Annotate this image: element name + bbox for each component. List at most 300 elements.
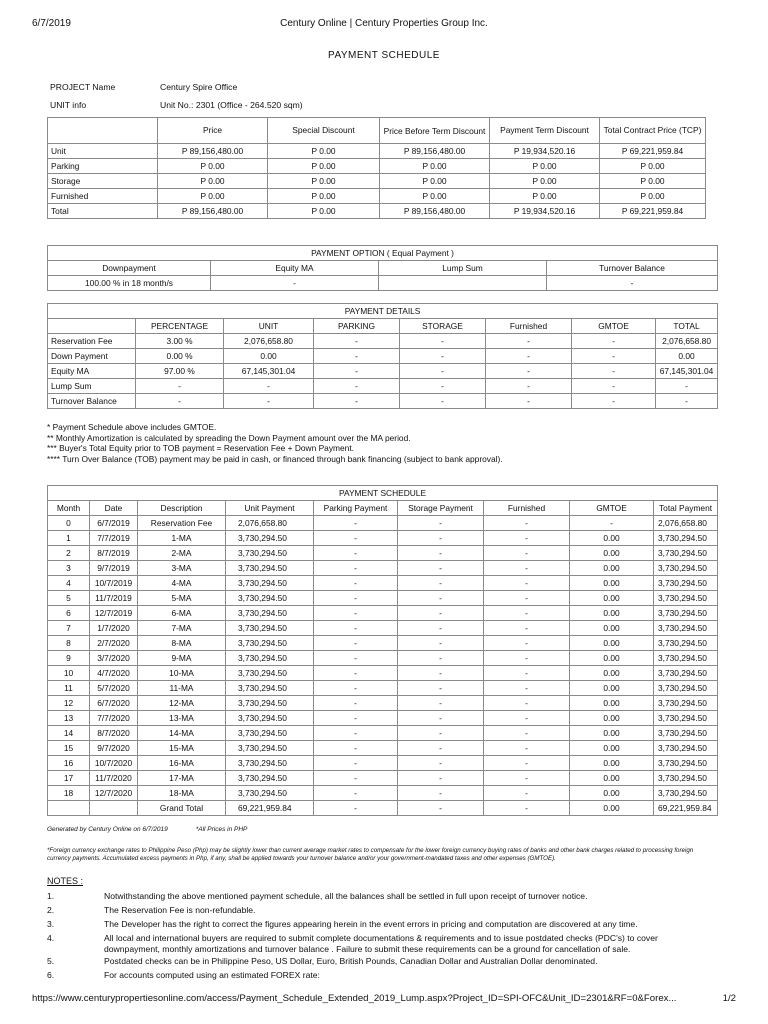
note-text: Postdated checks can be in Philippine Peso, US Dollar, Euro, British Pounds, Canadian Dollar and Australian Dollar denominated. xyxy=(104,956,598,966)
price-cell: P 0.00 xyxy=(268,159,380,174)
schedule-header: Month xyxy=(48,501,90,516)
price-row-furnished xyxy=(48,189,706,204)
schedule-cell: 0.00 xyxy=(570,561,654,576)
table-row xyxy=(48,651,718,666)
schedule-cell: - xyxy=(314,516,398,531)
schedule-cell: - xyxy=(484,681,570,696)
price-header-tcp: Total Contract Price (TCP) xyxy=(600,118,706,144)
schedule-header: Description xyxy=(138,501,226,516)
details-row xyxy=(48,394,718,409)
details-cell: - xyxy=(400,379,486,394)
schedule-cell: - xyxy=(398,546,484,561)
price-header-special-discount: Special Discount xyxy=(268,118,380,144)
table-row xyxy=(48,561,718,576)
schedule-cell: - xyxy=(398,681,484,696)
table-row xyxy=(48,711,718,726)
schedule-cell: 9/7/2019 xyxy=(90,561,138,576)
details-header: Furnished xyxy=(486,319,572,334)
option-value-downpayment: 100.00 % in 18 month/s xyxy=(48,276,211,291)
schedule-cell: - xyxy=(484,546,570,561)
schedule-cell: 3,730,294.50 xyxy=(226,621,314,636)
price-header-before-term: Price Before Term Discount xyxy=(380,118,490,144)
schedule-cell: 17 xyxy=(48,771,90,786)
schedule-header: GMTOE xyxy=(570,501,654,516)
details-header: PERCENTAGE xyxy=(136,319,224,334)
table-row xyxy=(48,546,718,561)
schedule-cell: 3,730,294.50 xyxy=(654,666,718,681)
schedule-cell: 2,076,658.80 xyxy=(654,516,718,531)
print-date: 6/7/2019 xyxy=(32,18,71,29)
schedule-header: Total Payment xyxy=(654,501,718,516)
details-cell: Lump Sum xyxy=(48,379,136,394)
schedule-cell: 1/7/2020 xyxy=(90,621,138,636)
schedule-cell: - xyxy=(484,651,570,666)
schedule-cell: 3,730,294.50 xyxy=(654,756,718,771)
details-cell: - xyxy=(224,394,314,409)
schedule-cell: 3,730,294.50 xyxy=(654,771,718,786)
price-cell: P 0.00 xyxy=(600,159,706,174)
schedule-cell: - xyxy=(314,621,398,636)
table-row xyxy=(48,756,718,771)
schedule-cell: 16-MA xyxy=(138,756,226,771)
details-header: UNIT xyxy=(224,319,314,334)
schedule-cell: 3,730,294.50 xyxy=(654,576,718,591)
price-cell: P 0.00 xyxy=(268,174,380,189)
note-number: 1. xyxy=(47,891,55,901)
schedule-cell: 3,730,294.50 xyxy=(654,651,718,666)
schedule-cell: - xyxy=(398,606,484,621)
details-cell: - xyxy=(486,379,572,394)
price-cell: P 69,221,959.84 xyxy=(600,204,706,219)
schedule-cell: - xyxy=(314,591,398,606)
generated-by: Generated by Century Online on 6/7/2019 xyxy=(47,826,168,833)
schedule-cell: - xyxy=(484,771,570,786)
option-header-downpayment: Downpayment xyxy=(48,261,211,276)
note-text: The Developer has the right to correct the figures appearing herein in the event errors in pricing and computation are discovered at any time. xyxy=(104,919,638,929)
price-cell: Parking xyxy=(48,159,158,174)
schedule-cell: 12/7/2019 xyxy=(90,606,138,621)
schedule-cell: 3,730,294.50 xyxy=(226,786,314,801)
schedule-cell: 1 xyxy=(48,531,90,546)
all-prices-note: *All Prices in PHP xyxy=(195,826,248,833)
schedule-cell: 3,730,294.50 xyxy=(654,531,718,546)
schedule-cell: 3,730,294.50 xyxy=(226,546,314,561)
schedule-cell: 3,730,294.50 xyxy=(654,621,718,636)
details-cell: Reservation Fee xyxy=(48,334,136,349)
price-cell: Total xyxy=(48,204,158,219)
schedule-cell: - xyxy=(484,591,570,606)
price-cell: Furnished xyxy=(48,189,158,204)
table-row xyxy=(48,636,718,651)
schedule-cell: 3,730,294.50 xyxy=(654,711,718,726)
details-cell: 97.00 % xyxy=(136,364,224,379)
table-row xyxy=(48,606,718,621)
note-number: 4. xyxy=(47,933,55,943)
table-row xyxy=(48,666,718,681)
schedule-cell: - xyxy=(398,516,484,531)
table-row xyxy=(48,516,718,531)
price-header-blank xyxy=(48,118,158,144)
schedule-cell: 8 xyxy=(48,636,90,651)
schedule-cell: - xyxy=(314,651,398,666)
schedule-cell: 7/7/2020 xyxy=(90,711,138,726)
price-cell: Unit xyxy=(48,144,158,159)
schedule-cell: - xyxy=(314,576,398,591)
price-cell: P 89,156,480.00 xyxy=(158,204,268,219)
schedule-cell: - xyxy=(484,561,570,576)
footnote: * Payment Schedule above includes GMTOE. xyxy=(47,422,217,432)
price-cell: P 0.00 xyxy=(380,159,490,174)
schedule-cell: Reservation Fee xyxy=(138,516,226,531)
schedule-cell: 0.00 xyxy=(570,666,654,681)
schedule-title: PAYMENT SCHEDULE xyxy=(48,486,718,501)
price-cell: P 0.00 xyxy=(158,174,268,189)
schedule-cell: - xyxy=(484,516,570,531)
option-header-turnover: Turnover Balance xyxy=(547,261,718,276)
table-row xyxy=(48,771,718,786)
price-cell: P 0.00 xyxy=(268,189,380,204)
price-cell: P 0.00 xyxy=(268,144,380,159)
schedule-cell: 3/7/2020 xyxy=(90,651,138,666)
details-cell: - xyxy=(486,349,572,364)
schedule-cell: - xyxy=(314,666,398,681)
schedule-cell: - xyxy=(314,546,398,561)
details-row xyxy=(48,364,718,379)
schedule-cell: - xyxy=(314,681,398,696)
unit-info-row xyxy=(50,100,303,110)
schedule-cell: - xyxy=(398,741,484,756)
schedule-cell: - xyxy=(398,801,484,816)
schedule-cell: - xyxy=(570,516,654,531)
schedule-cell: - xyxy=(398,756,484,771)
table-row xyxy=(48,726,718,741)
schedule-cell: 11/7/2019 xyxy=(90,591,138,606)
schedule-cell: 3,730,294.50 xyxy=(654,591,718,606)
schedule-cell: 11 xyxy=(48,681,90,696)
schedule-cell: 3,730,294.50 xyxy=(226,726,314,741)
price-row-unit xyxy=(48,144,706,159)
schedule-cell: 7 xyxy=(48,621,90,636)
schedule-cell: 9 xyxy=(48,651,90,666)
schedule-cell: 18 xyxy=(48,786,90,801)
schedule-header: Unit Payment xyxy=(226,501,314,516)
schedule-cell: 0.00 xyxy=(570,696,654,711)
schedule-cell: 0.00 xyxy=(570,756,654,771)
details-row xyxy=(48,379,718,394)
schedule-cell: 0 xyxy=(48,516,90,531)
schedule-cell: 0.00 xyxy=(570,681,654,696)
schedule-cell: - xyxy=(398,531,484,546)
note-text: The Reservation Fee is non-refundable. xyxy=(104,905,256,915)
price-cell: P 0.00 xyxy=(380,189,490,204)
details-cell: - xyxy=(136,394,224,409)
schedule-cell: 9-MA xyxy=(138,651,226,666)
schedule-cell: - xyxy=(484,726,570,741)
schedule-cell: 3 xyxy=(48,561,90,576)
details-header: STORAGE xyxy=(400,319,486,334)
price-cell: P 19,934,520.16 xyxy=(490,144,600,159)
table-row xyxy=(48,591,718,606)
option-header-lump-sum: Lump Sum xyxy=(379,261,547,276)
schedule-cell: - xyxy=(484,756,570,771)
schedule-cell: 69,221,959.84 xyxy=(654,801,718,816)
schedule-cell: Grand Total xyxy=(138,801,226,816)
schedule-cell: 3,730,294.50 xyxy=(654,546,718,561)
schedule-cell: 14-MA xyxy=(138,726,226,741)
details-cell: 67,145,301.04 xyxy=(224,364,314,379)
details-cell: Turnover Balance xyxy=(48,394,136,409)
project-label: PROJECT Name xyxy=(50,82,116,92)
details-cell: - xyxy=(400,394,486,409)
schedule-cell: 3,730,294.50 xyxy=(226,711,314,726)
schedule-cell: 0.00 xyxy=(570,621,654,636)
footer-url: https://www.centurypropertiesonline.com/access/Payment_Schedule_Extended_2019_Lump.aspx?Project_ID=SPI-OFC&Unit_ID=2301&RF=0&Forex... xyxy=(32,993,677,1004)
details-cell: - xyxy=(400,364,486,379)
schedule-cell: - xyxy=(484,621,570,636)
schedule-cell: - xyxy=(484,576,570,591)
details-row xyxy=(48,334,718,349)
schedule-cell: 5 xyxy=(48,591,90,606)
schedule-cell: 10/7/2019 xyxy=(90,576,138,591)
table-row xyxy=(48,801,718,816)
note-text: For accounts computed using an estimated FOREX rate: xyxy=(104,970,320,980)
details-header: GMTOE xyxy=(572,319,656,334)
footnote: **** Turn Over Balance (TOB) payment may be paid in cash, or financed through bank financing (subject to bank approval). xyxy=(47,453,503,464)
table-row xyxy=(48,576,718,591)
schedule-cell: - xyxy=(398,666,484,681)
payment-option-table xyxy=(47,245,718,291)
payment-option-title: PAYMENT OPTION ( Equal Payment ) xyxy=(48,246,718,261)
payment-details-table xyxy=(47,303,718,409)
table-row xyxy=(48,681,718,696)
schedule-cell: 2/7/2020 xyxy=(90,636,138,651)
schedule-cell: 13-MA xyxy=(138,711,226,726)
table-row xyxy=(48,696,718,711)
schedule-cell: 0.00 xyxy=(570,741,654,756)
schedule-cell: 3,730,294.50 xyxy=(226,681,314,696)
schedule-cell: - xyxy=(314,606,398,621)
schedule-cell: 0.00 xyxy=(570,591,654,606)
schedule-cell: 3-MA xyxy=(138,561,226,576)
price-cell: P 0.00 xyxy=(490,174,600,189)
schedule-cell: - xyxy=(314,771,398,786)
details-cell: - xyxy=(400,334,486,349)
schedule-header: Furnished xyxy=(484,501,570,516)
schedule-cell: 0.00 xyxy=(570,636,654,651)
schedule-cell: - xyxy=(398,576,484,591)
details-cell: 67,145,301.04 xyxy=(656,364,718,379)
schedule-cell: 7/7/2019 xyxy=(90,531,138,546)
schedule-cell: 69,221,959.84 xyxy=(226,801,314,816)
option-value-lump-sum xyxy=(379,276,547,291)
table-row xyxy=(48,741,718,756)
schedule-header: Parking Payment xyxy=(314,501,398,516)
price-cell: P 0.00 xyxy=(490,159,600,174)
schedule-cell: - xyxy=(484,711,570,726)
schedule-cell xyxy=(90,801,138,816)
forex-note: *Foreign currency exchange rates to Philippine Peso (Php) may be slightly lower than current average market rates to compensate for the lower foreign currency buying rates of banks and other bank charges related to processing foreign currency payments. Accumulated excess payments in Php, if any, shall be applied towards your turnover balance and/or your government-mandated taxes and other expenses (GMTOE). xyxy=(47,847,694,862)
details-cell: - xyxy=(656,379,718,394)
schedule-cell: 0.00 xyxy=(570,786,654,801)
schedule-cell: 3,730,294.50 xyxy=(654,606,718,621)
schedule-cell: 12 xyxy=(48,696,90,711)
details-cell: - xyxy=(486,364,572,379)
schedule-cell: 4/7/2020 xyxy=(90,666,138,681)
schedule-cell: - xyxy=(314,636,398,651)
schedule-cell: - xyxy=(398,786,484,801)
details-cell: - xyxy=(572,364,656,379)
schedule-cell: - xyxy=(398,711,484,726)
details-cell: 0.00 % xyxy=(136,349,224,364)
schedule-cell: - xyxy=(314,711,398,726)
schedule-cell: 3,730,294.50 xyxy=(226,696,314,711)
schedule-cell: 0.00 xyxy=(570,606,654,621)
schedule-cell: 0.00 xyxy=(570,546,654,561)
details-cell: - xyxy=(314,364,400,379)
price-cell: P 0.00 xyxy=(268,204,380,219)
schedule-cell: 3,730,294.50 xyxy=(654,786,718,801)
price-cell: P 0.00 xyxy=(380,174,490,189)
schedule-cell: 6/7/2020 xyxy=(90,696,138,711)
details-cell: Equity MA xyxy=(48,364,136,379)
price-cell: P 0.00 xyxy=(158,159,268,174)
details-cell: - xyxy=(656,394,718,409)
schedule-cell: 3,730,294.50 xyxy=(226,756,314,771)
schedule-cell: - xyxy=(398,651,484,666)
schedule-cell: 3,730,294.50 xyxy=(226,576,314,591)
schedule-cell: 9/7/2020 xyxy=(90,741,138,756)
schedule-cell: - xyxy=(484,636,570,651)
schedule-cell: 3,730,294.50 xyxy=(654,561,718,576)
schedule-cell: - xyxy=(484,786,570,801)
schedule-cell: 3,730,294.50 xyxy=(226,606,314,621)
schedule-cell: - xyxy=(484,531,570,546)
details-cell: - xyxy=(572,394,656,409)
footnote: ** Monthly Amortization is calculated by spreading the Down Payment amount over the MA period. xyxy=(47,432,411,443)
price-cell: P 19,934,520.16 xyxy=(490,204,600,219)
unit-info-value: Unit No.: 2301 (Office - 264.520 sqm) xyxy=(160,100,303,110)
schedule-cell: 0.00 xyxy=(570,711,654,726)
details-cell: - xyxy=(314,349,400,364)
project-row xyxy=(50,82,237,92)
schedule-cell: - xyxy=(398,621,484,636)
schedule-cell: 0.00 xyxy=(570,531,654,546)
schedule-cell: 17-MA xyxy=(138,771,226,786)
schedule-cell: - xyxy=(398,561,484,576)
schedule-cell: 3,730,294.50 xyxy=(226,636,314,651)
note-text: All local and international buyers are required to submit complete documentations & requirements and to issue postdated checks (PDC's) to cover downpayment, monthly amortizations and turnover balance . Failure to submit these requirements can be a ground for cancellation of sale. xyxy=(104,933,658,954)
schedule-cell: 8/7/2019 xyxy=(90,546,138,561)
details-row xyxy=(48,349,718,364)
price-cell: P 89,156,480.00 xyxy=(380,144,490,159)
details-cell: - xyxy=(314,394,400,409)
schedule-cell: 8/7/2020 xyxy=(90,726,138,741)
details-header: PARKING xyxy=(314,319,400,334)
schedule-cell: 0.00 xyxy=(570,801,654,816)
schedule-cell: - xyxy=(398,591,484,606)
schedule-cell: - xyxy=(314,696,398,711)
schedule-cell: 16 xyxy=(48,756,90,771)
notes-heading: NOTES : xyxy=(47,876,84,886)
document-title: PAYMENT SCHEDULE xyxy=(328,50,440,61)
schedule-header: Storage Payment xyxy=(398,501,484,516)
schedule-cell: 14 xyxy=(48,726,90,741)
schedule-cell: - xyxy=(314,561,398,576)
payment-details-title: PAYMENT DETAILS xyxy=(48,304,718,319)
details-cell: 3.00 % xyxy=(136,334,224,349)
schedule-cell: 18-MA xyxy=(138,786,226,801)
details-cell: - xyxy=(224,379,314,394)
schedule-cell: - xyxy=(484,696,570,711)
schedule-cell: - xyxy=(484,801,570,816)
price-row-parking xyxy=(48,159,706,174)
schedule-cell: 4 xyxy=(48,576,90,591)
schedule-cell: - xyxy=(484,741,570,756)
details-cell: Down Payment xyxy=(48,349,136,364)
schedule-cell: 3,730,294.50 xyxy=(226,741,314,756)
option-value-equity-ma: - xyxy=(211,276,379,291)
price-cell: P 89,156,480.00 xyxy=(380,204,490,219)
schedule-cell: 10-MA xyxy=(138,666,226,681)
table-row xyxy=(48,621,718,636)
price-cell: P 89,156,480.00 xyxy=(158,144,268,159)
schedule-cell: 3,730,294.50 xyxy=(226,666,314,681)
schedule-cell: 2 xyxy=(48,546,90,561)
price-table xyxy=(47,117,706,219)
note-text: Notwithstanding the above mentioned payment schedule, all the balances shall be settled in full upon receipt of turnover notice. xyxy=(104,891,588,901)
schedule-cell: - xyxy=(398,696,484,711)
details-header xyxy=(48,319,136,334)
schedule-cell: 3,730,294.50 xyxy=(654,726,718,741)
schedule-cell: 1-MA xyxy=(138,531,226,546)
schedule-cell: - xyxy=(484,666,570,681)
option-value-turnover: - xyxy=(547,276,718,291)
price-cell: Storage xyxy=(48,174,158,189)
schedule-cell: 8-MA xyxy=(138,636,226,651)
unit-info-label: UNIT info xyxy=(50,100,87,110)
schedule-cell: - xyxy=(314,741,398,756)
table-row xyxy=(48,531,718,546)
schedule-cell: 3,730,294.50 xyxy=(654,636,718,651)
schedule-cell: - xyxy=(398,726,484,741)
schedule-cell: 0.00 xyxy=(570,726,654,741)
schedule-cell: 3,730,294.50 xyxy=(226,771,314,786)
schedule-cell: - xyxy=(314,726,398,741)
note-number: 5. xyxy=(47,956,55,966)
details-cell: - xyxy=(572,379,656,394)
page-number: 1/2 xyxy=(722,993,736,1004)
option-header-equity-ma: Equity MA xyxy=(211,261,379,276)
schedule-cell: 3,730,294.50 xyxy=(226,591,314,606)
schedule-cell: - xyxy=(314,756,398,771)
footnote: *** Buyer's Total Equity prior to TOB payment = Reservation Fee + Down Payment. xyxy=(47,443,354,453)
details-cell: 2,076,658.80 xyxy=(656,334,718,349)
schedule-cell: 15-MA xyxy=(138,741,226,756)
schedule-cell: 13 xyxy=(48,711,90,726)
details-cell: - xyxy=(314,379,400,394)
payment-schedule-table xyxy=(47,485,718,816)
schedule-cell: 12/7/2020 xyxy=(90,786,138,801)
price-header-term-discount: Payment Term Discount xyxy=(490,118,600,144)
schedule-cell: 15 xyxy=(48,741,90,756)
price-header-price: Price xyxy=(158,118,268,144)
details-cell: - xyxy=(314,334,400,349)
details-cell: 0.00 xyxy=(224,349,314,364)
schedule-cell: - xyxy=(398,771,484,786)
details-header: TOTAL xyxy=(656,319,718,334)
schedule-cell: - xyxy=(314,531,398,546)
note-number: 3. xyxy=(47,919,55,929)
